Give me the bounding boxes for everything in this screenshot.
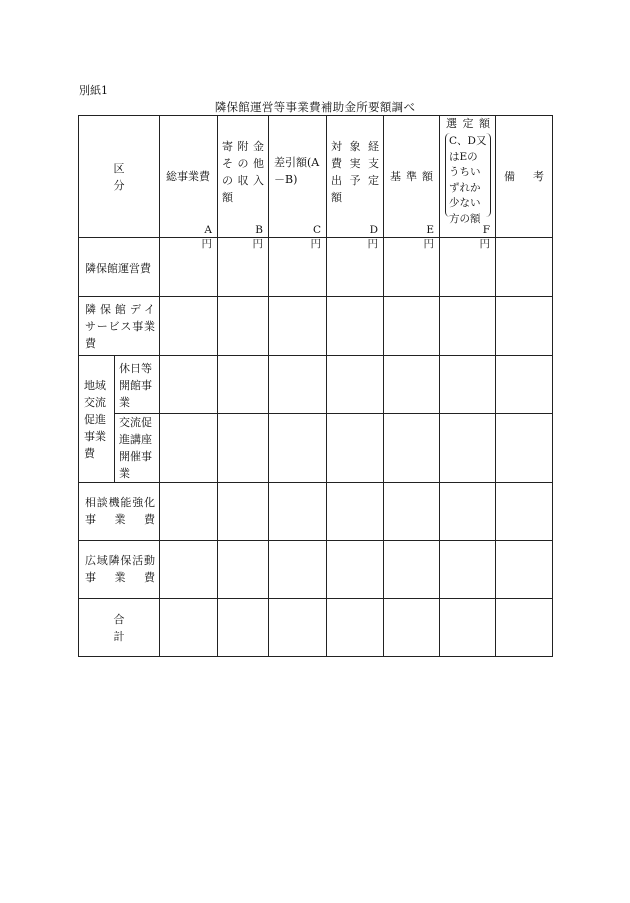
empty-cell	[160, 297, 218, 356]
col-f-line: はEの	[449, 150, 478, 163]
row-label-line: サービス事業	[85, 320, 155, 333]
header-col-e	[384, 116, 440, 238]
empty-cell	[327, 483, 384, 541]
col-b-line: その他	[222, 157, 264, 170]
empty-cell	[496, 238, 553, 297]
header-col-d	[327, 116, 384, 238]
empty-cell	[269, 541, 327, 599]
empty-cell	[440, 541, 496, 599]
empty-cell	[218, 414, 269, 483]
empty-cell	[160, 414, 218, 483]
empty-cell	[384, 541, 440, 599]
row-sub-label-a	[115, 356, 160, 414]
letter-b: B	[255, 224, 263, 236]
empty-cell	[269, 599, 327, 657]
letter-f: F	[482, 224, 490, 236]
table-row	[79, 483, 553, 541]
header-col-e-text: 基準額	[390, 170, 433, 183]
row-label-1: 隣保館運営費	[79, 238, 160, 297]
header-col-a-text: 総事業費	[166, 170, 210, 183]
col-d-line: 出予定	[331, 174, 379, 187]
empty-cell	[496, 297, 553, 356]
empty-cell	[160, 541, 218, 599]
col-f-head: 選定額	[446, 117, 490, 130]
row-label-line: 交流	[84, 395, 106, 409]
table-row	[79, 238, 553, 297]
col-d-line: 額	[331, 191, 342, 204]
row-label-line: 休日等	[119, 362, 152, 375]
header-col-a	[160, 116, 218, 238]
empty-cell	[218, 356, 269, 414]
document-title: 隣保館運営等事業費補助金所要額調べ	[214, 100, 416, 114]
empty-cell	[384, 356, 440, 414]
unit-cell: 円	[384, 238, 440, 297]
empty-cell	[440, 483, 496, 541]
empty-cell	[496, 599, 553, 657]
header-row	[79, 116, 553, 238]
row-sub-label-b	[115, 414, 160, 483]
empty-cell	[496, 356, 553, 414]
empty-cell	[440, 297, 496, 356]
row-label-line: 業	[119, 396, 130, 409]
row-label-line: 費	[85, 337, 96, 350]
col-f-line: うちい	[449, 166, 481, 178]
empty-cell	[496, 541, 553, 599]
row-label-line: 進講座	[119, 433, 152, 446]
row-label-line: 費	[84, 446, 95, 460]
empty-cell	[327, 541, 384, 599]
total-label: 合計	[79, 599, 160, 657]
empty-cell	[218, 541, 269, 599]
empty-cell	[327, 356, 384, 414]
col-b-line: 額	[222, 191, 233, 204]
empty-cell	[327, 414, 384, 483]
row-label-5	[79, 541, 160, 599]
unit-cell: 円	[160, 238, 218, 297]
unit-cell: 円	[218, 238, 269, 297]
col-b-line: 寄附金	[222, 140, 264, 153]
row-label-line: 事業	[84, 429, 106, 443]
row-label-line: 事業費	[85, 513, 155, 526]
empty-cell	[384, 599, 440, 657]
empty-cell	[327, 599, 384, 657]
total-row	[79, 599, 553, 657]
row-label-line: 広域隣保活動	[85, 554, 155, 567]
empty-cell	[160, 599, 218, 657]
empty-cell	[269, 414, 327, 483]
table-row	[79, 541, 553, 599]
empty-cell	[440, 356, 496, 414]
row-label-line: 交流促	[119, 416, 152, 429]
empty-cell	[269, 356, 327, 414]
row-label-line: 事業費	[85, 571, 155, 584]
row-label-line: 業	[119, 467, 130, 480]
budget-table	[78, 115, 553, 657]
empty-cell	[160, 483, 218, 541]
empty-cell	[218, 599, 269, 657]
row-label-line: 地域	[84, 378, 106, 392]
unit-cell: 円	[327, 238, 384, 297]
row-group-label	[79, 356, 115, 483]
table-row	[79, 356, 553, 414]
table-row	[79, 297, 553, 356]
attachment-label: 別紙1	[79, 84, 108, 97]
empty-cell	[440, 414, 496, 483]
empty-cell	[218, 483, 269, 541]
empty-cell	[496, 414, 553, 483]
unit-cell: 円	[269, 238, 327, 297]
col-f-line: C、D又	[449, 135, 487, 147]
header-col-g-text: 備考	[504, 170, 544, 183]
letter-e: E	[426, 224, 434, 236]
row-label-line: 隣保館デイ	[85, 303, 155, 316]
col-f-text	[449, 134, 489, 227]
row-label-line: 相談機能強化	[85, 496, 155, 509]
header-col-f	[440, 116, 496, 238]
col-f-line: 少ない	[449, 197, 481, 209]
row-label-2	[79, 297, 160, 356]
letter-a: A	[204, 224, 212, 236]
empty-cell	[496, 483, 553, 541]
col-f-line: ずれか	[449, 181, 481, 194]
row-label-line: 促進	[84, 412, 106, 426]
empty-cell	[384, 297, 440, 356]
empty-cell	[269, 297, 327, 356]
col-f-line: 方の額	[449, 212, 481, 225]
empty-cell	[160, 356, 218, 414]
header-col-b	[218, 116, 269, 238]
empty-cell	[384, 414, 440, 483]
row-label-line: 開催事	[119, 450, 152, 463]
col-d-line: 費実支	[331, 157, 379, 170]
col-c-line: 差引額(A	[274, 156, 320, 169]
empty-cell	[384, 483, 440, 541]
col-c-line: －B)	[274, 173, 298, 186]
empty-cell	[218, 297, 269, 356]
header-kubun: 区分	[79, 116, 160, 238]
empty-cell	[269, 483, 327, 541]
header-col-g	[496, 116, 553, 238]
empty-cell	[327, 297, 384, 356]
table-row	[79, 414, 553, 483]
col-d-line: 対象経	[331, 140, 379, 153]
header-col-c	[269, 116, 327, 238]
letter-c: C	[312, 224, 321, 236]
letter-d: D	[369, 224, 378, 236]
row-label-line: 開館事	[119, 379, 152, 392]
empty-cell	[440, 599, 496, 657]
row-label-4	[79, 483, 160, 541]
col-b-line: の収入	[222, 174, 264, 187]
unit-cell: 円	[440, 238, 496, 297]
